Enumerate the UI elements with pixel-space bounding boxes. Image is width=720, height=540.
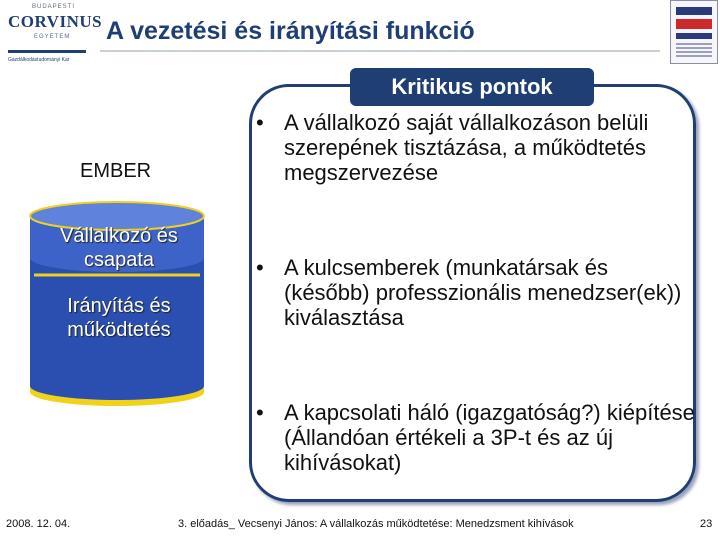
- bullet-item: [256, 400, 696, 475]
- footer-date: 2008. 12. 04.: [6, 518, 71, 530]
- university-logo: [6, 4, 103, 63]
- logo-small-text: Gazdálkodástudományi Kar: [8, 57, 70, 63]
- bullet-item: [256, 110, 696, 185]
- cylinder-top-text: Vállalkozó és csapata: [60, 225, 178, 271]
- bullet-text: A vállalkozó saját vállalkozáson belüli szerepének tisztázása, a működtetés megszervezése: [284, 110, 649, 185]
- ember-label: EMBER: [80, 160, 152, 182]
- bullet-dot: •: [256, 255, 264, 280]
- logo-name: CORVINUS: [8, 12, 103, 31]
- bullet-text: A kapcsolati háló (igazgatóság?) kiépítése (Állandóan értékeli a 3P-t és az új kihívásokat): [284, 400, 695, 475]
- page-number: 23: [700, 518, 713, 530]
- bullet-item: [256, 255, 696, 330]
- bullet-dot: •: [256, 110, 264, 135]
- logo-sub-text: EGYETEM: [34, 34, 71, 40]
- bullet-text: A kulcsemberek (munkatársak és (később) professzionális menedzser(ek)) kiválasztása: [284, 255, 682, 330]
- cylinder-bottom-text: Irányítás és működtetés: [67, 295, 171, 341]
- bullet-dot: •: [256, 400, 264, 425]
- slide-title: A vezetési és irányítási funkció: [106, 17, 475, 45]
- logo-bar: [8, 50, 86, 53]
- footer-lecture-title: 3. előadás_ Vecsenyi János: A vállalkozás működtetése: Menedzsment kihívások: [178, 518, 574, 530]
- title-divider: [100, 50, 660, 52]
- logo-top-text: BUDAPESTI: [32, 4, 76, 10]
- institute-logo-icon: [670, 0, 718, 64]
- box-title: Kritikus pontok: [350, 68, 594, 106]
